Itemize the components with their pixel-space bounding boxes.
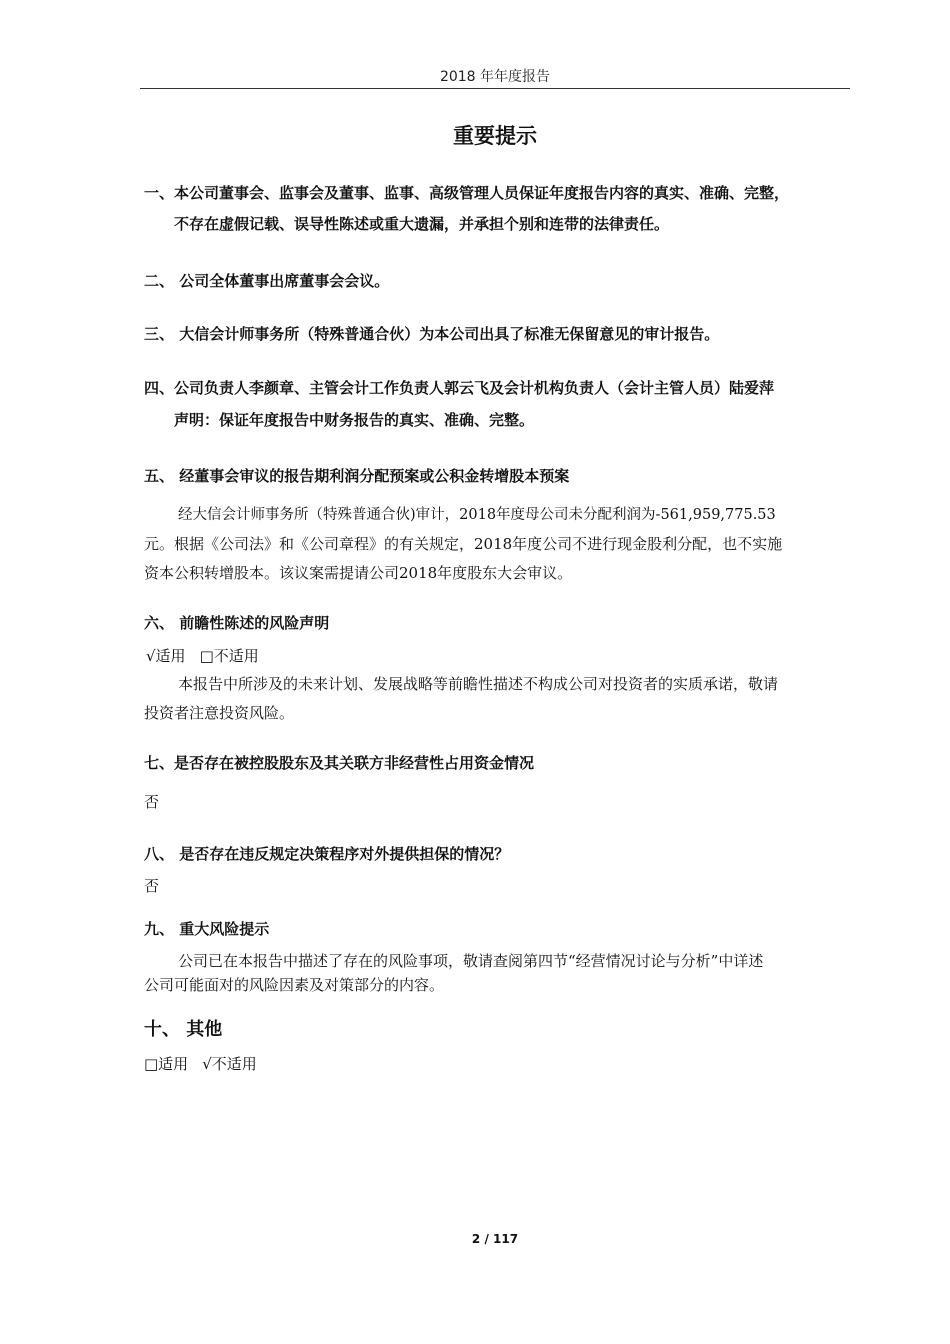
checked-not-applicable-option: √不适用: [202, 1055, 257, 1073]
item-9-heading: 九、 重大风险提示: [144, 920, 270, 938]
item-9-paragraph-line-2: 公司可能面对的风险因素及对策部分的内容。: [144, 976, 445, 994]
page-number: 2 / 117: [471, 1232, 519, 1246]
item-5-paragraph-line-2: 元。根据《公司法》和《公司章程》的有关规定，2018年度公司不进行现金股利分配，也不实施: [144, 535, 783, 553]
unchecked-applicable-option: □适用: [144, 1055, 189, 1073]
item-8-answer: 否: [144, 877, 160, 895]
item-1-line-1: 一、本公司董事会、监事会及董事、监事、高级管理人员保证年度报告内容的真实、准确、完整，: [144, 184, 790, 202]
item-7-answer: 否: [144, 793, 160, 811]
item-6-paragraph-line-2: 投资者注意投资风险。: [144, 704, 295, 722]
item-5-paragraph-line-3: 资本公积转增股本。该议案需提请公司2018年度股东大会审议。: [144, 564, 573, 582]
item-10-heading: 十、 其他: [144, 1019, 223, 1040]
item-1-line-2: 不存在虚假记载、误导性陈述或重大遗漏，并承担个别和连带的法律责任。: [174, 215, 670, 233]
item-5-paragraph-line-1: 经大信会计师事务所（特殊普通合伙)审计，2018年度母公司未分配利润为-561,959,775.53: [178, 507, 776, 523]
item-4-line-1: 四、公司负责人李颜章、主管会计工作负责人郭云飞及会计机构负责人（会计主管人员）陆爱萍: [144, 379, 775, 397]
item-2: 二、 公司全体董事出席董事会会议。: [144, 272, 390, 290]
item-5-heading: 五、 经董事会审议的报告期利润分配预案或公积金转增股本预案: [144, 467, 570, 485]
header-divider: [140, 88, 850, 89]
item-6-heading: 六、 前瞻性陈述的风险声明: [144, 614, 330, 632]
item-10-options: [144, 1053, 257, 1074]
item-9-paragraph-line-1: 公司已在本报告中描述了存在的风险事项，敬请查阅第四节“经营情况讨论与分析”中详述: [178, 952, 764, 970]
item-6-options: [146, 645, 259, 666]
item-7-heading: 七、是否存在被控股股东及其关联方非经营性占用资金情况: [144, 754, 535, 772]
checked-applicable-option: √适用: [146, 647, 186, 665]
running-header: 2018 年年度报告: [439, 69, 551, 85]
page-title: 重要提示: [453, 124, 537, 148]
item-6-paragraph-line-1: 本报告中所涉及的未来计划、发展战略等前瞻性描述不构成公司对投资者的实质承诺，敬请: [178, 675, 779, 693]
item-3: 三、 大信会计师事务所（特殊普通合伙）为本公司出具了标准无保留意见的审计报告。: [144, 325, 720, 343]
item-8-heading: 八、 是否存在违反规定决策程序对外提供担保的情况？: [144, 845, 510, 863]
item-4-line-2: 声明：保证年度报告中财务报告的真实、准确、完整。: [174, 411, 535, 429]
unchecked-not-applicable-option: □不适用: [199, 647, 259, 665]
